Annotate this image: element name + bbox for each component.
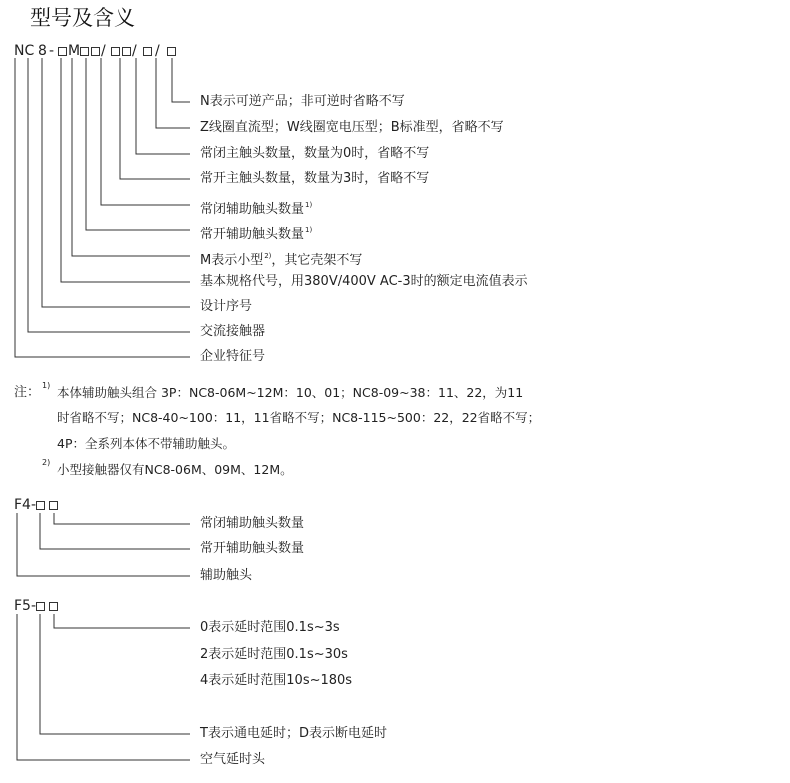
connector <box>42 58 190 307</box>
code-box <box>49 602 58 611</box>
connector <box>136 58 190 154</box>
connector <box>156 58 190 128</box>
f5-item: T表示通电延时；D表示断电延时 <box>200 726 387 741</box>
code-8: 8 <box>38 43 47 59</box>
code-slash: / <box>132 43 137 59</box>
connector <box>17 513 190 576</box>
connector <box>61 58 190 282</box>
nc8-item: 常闭主触头数量，数量为0时，省略不写 <box>200 146 430 161</box>
f5-code: F5- <box>14 598 37 614</box>
connector <box>40 614 190 734</box>
note-line: 时省略不写；NC8-40~100：11，11省略不写；NC8-115~500：22，22省略不写； <box>57 410 541 425</box>
code-box <box>49 501 58 510</box>
connector <box>101 58 190 205</box>
f5-item: 0表示延时范围0.1s~3s <box>200 620 340 635</box>
nc8-item: 常闭辅助触头数量$^{1)}$ <box>200 201 313 217</box>
code-m: M <box>68 43 81 59</box>
connector <box>28 58 190 332</box>
f4-item: 常开辅助触头数量 <box>200 541 305 556</box>
note-line: 4P：全系列本体不带辅助触头。 <box>57 436 235 451</box>
nc8-item: N表示可逆产品；非可逆时省略不写 <box>200 94 405 109</box>
footnote-ref: 1) <box>305 226 313 234</box>
footnote-mark-1: 1) <box>42 381 51 390</box>
connector <box>54 513 190 524</box>
nc8-item: 常开辅助触头数量$^{1)}$ <box>200 226 313 242</box>
f5-item: 4表示延时范围10s~180s <box>200 673 353 688</box>
code-nc: NC <box>14 43 35 59</box>
footnote-ref: 2) <box>264 252 272 260</box>
f4-code: F4- <box>14 497 37 513</box>
note-line: 本体辅助触头组合 3P：NC8-06M~12M：10、01；NC8-09~38：11、22，为11 <box>57 385 524 400</box>
nc8-item: M表示小型$^{2)}$，其它壳架不写 <box>200 252 363 268</box>
nc8-item: 常开主触头数量，数量为3时，省略不写 <box>200 171 430 186</box>
code-slash: / <box>101 43 106 59</box>
connector <box>15 58 190 357</box>
connector <box>120 58 190 179</box>
code-box <box>36 602 45 611</box>
footnote-mark-2: 2) <box>42 458 51 467</box>
notes-label: 注： <box>14 385 41 400</box>
code-box <box>36 501 45 510</box>
connector <box>17 614 190 760</box>
connector <box>172 58 190 102</box>
f4-item: 常闭辅助触头数量 <box>200 516 305 531</box>
nc8-item: 交流接触器 <box>200 324 266 339</box>
connector <box>86 58 190 230</box>
connector <box>40 513 190 549</box>
connector <box>54 614 190 628</box>
nc8-item: 设计序号 <box>200 299 253 314</box>
nc8-item: 基本规格代号，用380V/400V AC-3时的额定电流值表示 <box>200 274 528 289</box>
f5-item: 空气延时头 <box>200 752 266 767</box>
page-title: 型号及含义 <box>30 6 135 30</box>
f4-item: 辅助触头 <box>200 568 253 583</box>
code-dash: - <box>49 43 55 59</box>
nc8-item: 企业特征号 <box>200 349 266 364</box>
code-slash: / <box>155 43 160 59</box>
note-line: 小型接触器仅有NC8-06M、09M、12M。 <box>57 462 293 477</box>
footnote-ref: 1) <box>305 201 313 209</box>
nc8-item: Z线圈直流型；W线圈宽电压型；B标准型，省略不写 <box>200 120 504 135</box>
f5-item: 2表示延时范围0.1s~30s <box>200 647 348 662</box>
